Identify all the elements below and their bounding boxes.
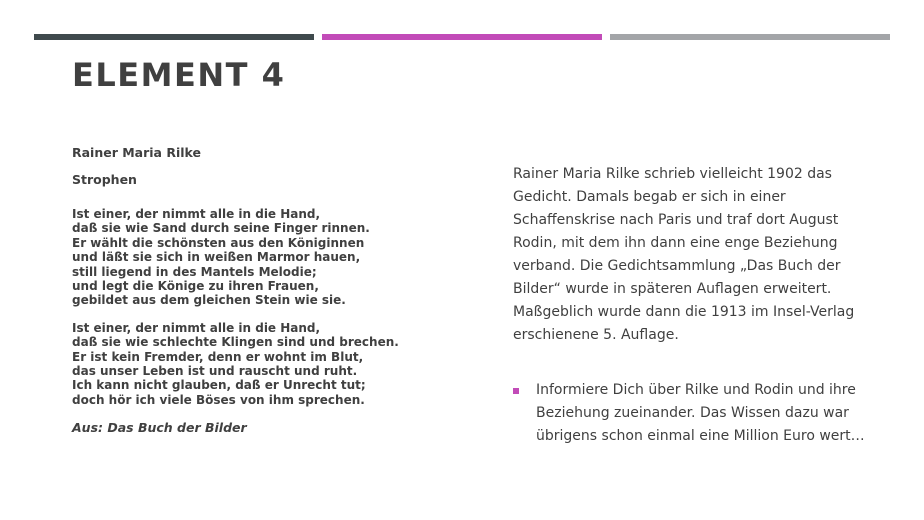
poem-stanza-2 xyxy=(72,321,472,407)
context-paragraph: Rainer Maria Rilke schrieb vielleicht 1902 das Gedicht. Damals begab er sich in einer Schaffenskrise nach Paris und traf dort August Rodin, mit dem ihn dann eine enge Beziehung verband. Die Gedichtsammlung „Das Buch der Bilder“ wurde in späteren Auflagen erweitert. Maßgeblich wurde dann die 1913 im Insel-Verlag erschienene 5. Auflage. xyxy=(513,166,855,343)
poem-line: gebildet aus dem gleichen Stein wie sie. xyxy=(72,293,346,308)
poem-line: Ist einer, der nimmt alle in die Hand, xyxy=(72,207,321,221)
poem-line: daß sie wie Sand durch seine Finger rinnen. xyxy=(72,221,370,236)
poem-stanza-1 xyxy=(72,207,472,308)
poem-line: daß sie wie schlechte Klingen sind und brechen. xyxy=(72,335,399,350)
poem-author: Rainer Maria Rilke xyxy=(72,145,201,160)
bullet-square-icon xyxy=(513,388,519,394)
slide-title: ELEMENT 4 xyxy=(72,56,286,94)
poem-column xyxy=(72,145,472,435)
poem-line: Ich kann nicht glauben, daß er Unrecht tut; xyxy=(72,378,366,393)
task-bullet xyxy=(513,379,878,448)
poem-line: still liegend in des Mantels Melodie; xyxy=(72,264,317,279)
poem-line: Er ist kein Fremder, denn er wohnt im Blut, xyxy=(72,349,364,364)
poem-source: Aus: Das Buch der Bilder xyxy=(72,420,247,436)
poem-line: Ist einer, der nimmt alle in die Hand, xyxy=(72,320,321,335)
accent-bar-dark xyxy=(34,34,314,40)
accent-bar-magenta xyxy=(322,34,602,40)
poem-line: und läßt sie sich in weißen Marmor hauen, xyxy=(72,250,361,265)
poem-line: doch hör ich viele Böses von ihm sprechen. xyxy=(72,392,365,407)
poem-line: das unser Leben ist und rauscht und ruht. xyxy=(72,364,358,379)
accent-bar-gray xyxy=(610,34,890,40)
task-bullet-text: Informiere Dich über Rilke und Rodin und ihre Beziehung zueinander. Das Wissen dazu war übrigens schon einmal eine Million Euro wert… xyxy=(536,382,865,444)
context-column xyxy=(513,163,878,448)
poem-line: und legt die Könige zu ihren Frauen, xyxy=(72,279,319,294)
poem-title: Strophen xyxy=(72,172,137,187)
poem-line: Er wählt die schönsten aus den Königinnen xyxy=(72,235,365,250)
